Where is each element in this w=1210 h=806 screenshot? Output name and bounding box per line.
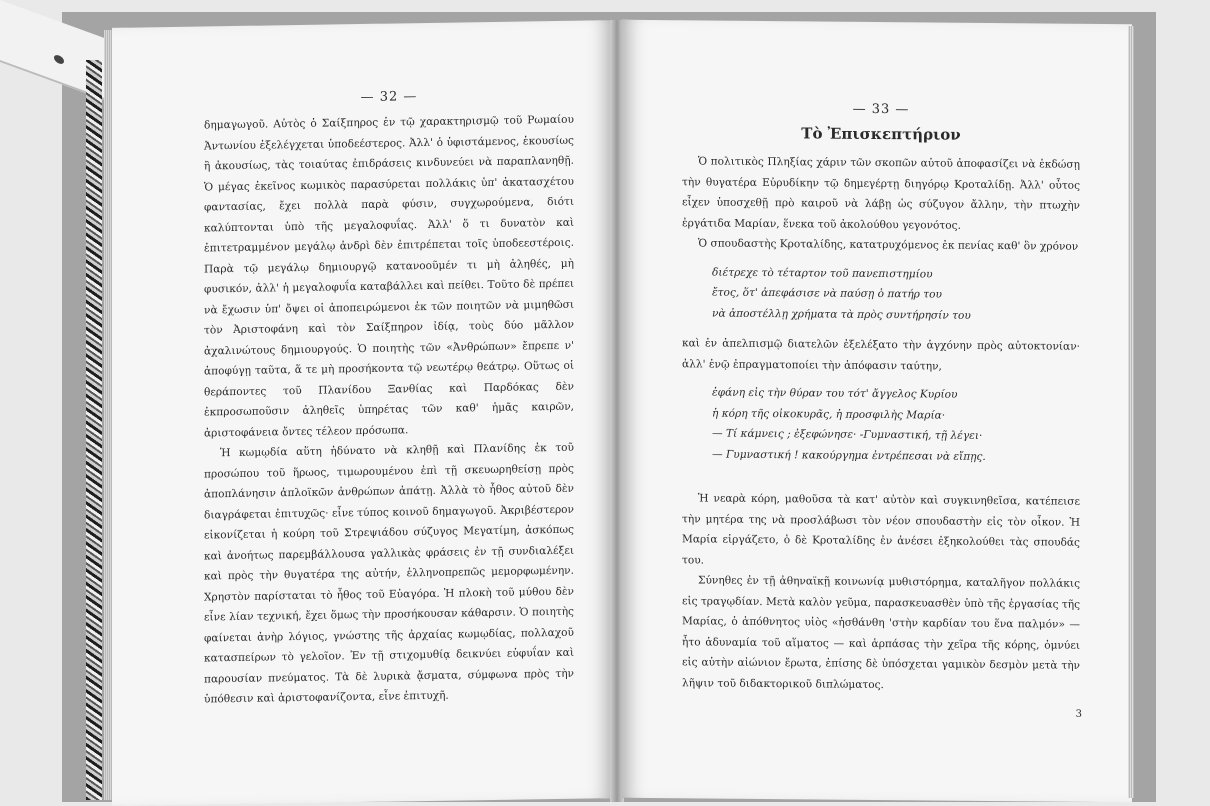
hole-icon bbox=[54, 54, 64, 66]
verse-quote bbox=[712, 262, 1080, 327]
marbled-edge bbox=[86, 60, 102, 800]
verse-quote bbox=[712, 383, 1080, 468]
verse-line: — Γυμναστική ! κακούργημα ἐντρέπεσαι νὰ εἴπῃς. bbox=[712, 448, 986, 463]
left-page bbox=[112, 20, 612, 806]
verse-line: διέτρεχε τὸ τέταρτον τοῦ πανεπιστημίου bbox=[712, 266, 933, 280]
paragraph: Ὁ πολιτικὸς Πληξίας χάριν τῶν σκοπῶν αὐτοῦ ἀποφασίζει νὰ ἐκδώσῃ τὴν θυγατέρα Εὐρυδίκην τῷ δημεγέρτῃ διηγόρῳ Κροταλίδῃ. Ἀλλ' οὗτος εἶχεν ὑποσχεθῇ πρὸ καιροῦ νὰ λάβῃ ὡς σύζυγον ἄλλην, τὴν πτωχὴν ἐργάτιδα Μαρίαν, ἕνεκα τοῦ ἀκολούθου γεγονότος. bbox=[682, 155, 1080, 232]
section-heading: Τὸ Ἐπισκεπτήριον bbox=[801, 124, 961, 144]
right-page-edges bbox=[1128, 26, 1134, 798]
paragraph: Ὁ σπουδαστὴς Κροταλίδης, κατατρυχόμενος ἐκ πενίας καθ' ὃν χρόνον bbox=[698, 237, 1079, 253]
right-page bbox=[622, 20, 1132, 802]
verse-line: ἐφάνη εἰς τὴν θύραν του τότ' ἄγγελος Κυρίου bbox=[712, 386, 958, 401]
page-number: — 32 — bbox=[360, 89, 418, 106]
verse-line: ἔτος, ὅτ' ἀπεφάσισε νὰ παύσῃ ὁ πατήρ του bbox=[712, 286, 942, 301]
paragraph: δημαγωγοῦ. Αὐτὸς ὁ Σαίξπηρος ἐν τῷ χαρακτηρισμῷ τοῦ Ρωμαίου Ἀντωνίου ἐξελέγχεται ὑποδεέστερος. Ἀλλ' ὁ ὑφιστάμενος, ἑκουσίως ἢ ἀκουσίως, τὰς τοιαύτας ἐπιδράσεις κινδυνεύει νὰ παραπλανηθῇ. Ὁ μέγας ἐκεῖνος κωμικὸς παρασύρεται πολλάκις ὑπ' ἀκατασχέτου φαντασίας, ἔχει πολλὰ παρὰ φύσιν, συγχωρούμενα, διότι καλύπτονται ὑπὸ τῆς μεγαλοφυΐας. Ἀλλ' ὅ τι δυνατὸν καὶ ἐπιτετραμμένον μεγάλῳ ἀνδρὶ δὲν ἐπιτρέπεται τοῖς ὑποδεεστέροις. Παρὰ τῷ μεγάλῳ δημιουργῷ κατανοοῦμέν τι μὴ ἀληθές, μὴ φυσικόν, ἀλλ' ἡ μεγαλοφυΐα καταβάλλει καὶ πείθει. Τοῦτο δὲ πρέπει νὰ ἔχωσιν ὑπ' ὄψει οἱ ἀποπειρώμενοι ἐκ τῶν ποιητῶν νὰ μιμηθῶσι τὸν Ἀριστοφάνη καὶ τὸν Σαίξπηρον ἰδίᾳ, τοὺς δύο μᾶλλον ἀχαλινώτους δημιουργούς. Ὁ ποιητὴς τῶν «Ἀνθρώπων» ἔπρεπε ν' ἀποφύγῃ ταῦτα, ἅ τε μὴ προσήκοντα τῷ νεωτέρῳ θεάτρῳ. Οὕτως οἱ θεράποντες τοῦ Πλανίδου Ξανθίας καὶ Παρδόκας δὲν ἐκπροσωποῦσιν ἀληθεῖς ὑπηρέτας τῶν καθ' ἡμᾶς καιρῶν, ἀριστοφάνεια ὄντες τέλεον πρόσωπα. bbox=[204, 113, 574, 439]
paragraph: Σύνηθες ἐν τῇ ἀθηναϊκῇ κοινωνίᾳ μυθιστόρημα, καταλῆγον πολλάκις εἰς τραγῳδίαν. Μετὰ καλὸν γεῦμα, παρασκευασθὲν ὑπὸ τῆς ἐργασίας τῆς Μαρίας, ὁ ἀπόθνητος υἱὸς «ἠσθάνθη 'στὴν καρδίαν του ἕνα παλμόν» — ἦτο ἀδυναμία τοῦ αἵματος — καὶ ἁρπάσας τὴν χεῖρα τῆς κόρης, ὀμνύει εἰς αὐτὴν αἰώνιον ἔρωτα, ἐπίσης δὲ ὑπόσχεται γαμικὸν δεσμὸν μετὰ τὴν λῆψιν τοῦ διδακτορικοῦ διπλώματος. bbox=[682, 574, 1081, 691]
verse-line: ἡ κόρη τῆς οἰκοκυρᾶς, ἡ προσφιλὴς Μαρία· bbox=[712, 407, 946, 422]
verse-line: νὰ ἀποστέλλῃ χρήματα τὰ πρὸς συντήρησίν του bbox=[712, 307, 971, 322]
verse-line: — Τί κάμνεις ; ἐξεφώνησε· -Γυμναστική, τῇ λέγει· bbox=[712, 427, 983, 442]
paragraph: Ἡ κωμῳδία αὕτη ἠδύνατο νὰ κληθῇ καὶ Πλανίδης ἐκ τοῦ προσώπου τοῦ ἥρωος, τιμωρουμένου ἐπὶ τῇ σκευωρηθείσῃ πρὸς ἀποπλάνησιν ἁπλοϊκῶν ἀνθρώπων ἀπάτῃ. Ἀλλὰ τὸ ἦθος αὐτοῦ δὲν διαγράφεται ἐπιτυχῶς· εἶνε τύπος κοινοῦ δημαγωγοῦ. Ἀκριβέστερον εἰκονίζεται ἡ κούρη τοῦ Στρεψιάδου σύζυγος Μεγατίμη, ἀσκόπως καὶ ἀνοήτως παρεμβάλλουσα γαλλικὰς φράσεις ἐν τῇ συνδιαλέξει καὶ πρὸς τὴν θυγατέρα της αὐτήν, ἑλληνοπρεπῶς μεμορφωμένην. Χρηστὸν παρίσταται τὸ ἦθος τοῦ Εὐαγόρα. Ἡ πλοκὴ τοῦ μύθου δὲν εἶνε λίαν τεχνική, ἔχει ὅμως τὴν προσήκουσαν κάθαρσιν. Ὁ ποιητὴς φαίνεται ἀνὴρ λόγιος, γνώστης τῆς ἀρχαίας κωμῳδίας, πολλαχοῦ κατασπείρων τὸ γελοῖον. Ἐν τῇ στιχομυθίᾳ δεικνύει εὐφυΐαν καὶ παρουσίαν πνεύματος. Τὰ δὲ λυρικὰ ᾄσματα, σύμφωνα πρὸς τὴν ὑπόθεσιν καὶ ἀριστοφανίζοντα, εἶνε ἐπιτυχῆ. bbox=[204, 441, 574, 706]
paragraph: καὶ ἐν ἀπελπισμῷ διατελῶν ἐξελέξατο τὴν ἀγχόνην πρὸς αὐτοκτονίαν· ἀλλ' ἐνῷ ἐπραγματοποίει τὴν ἀπόφασιν ταύτην, bbox=[682, 337, 1080, 373]
signature-mark: 3 bbox=[1075, 708, 1082, 720]
page-number: — 33 — bbox=[852, 101, 910, 118]
paragraph: Ἡ νεαρὰ κόρη, μαθοῦσα τὰ κατ' αὐτὸν καὶ συγκινηθεῖσα, κατέπεισε τὴν μητέρα της νὰ προσλάβωσι τὸν νέον σπουδαστὴν εἰς τὸν οἶκον. Ἡ Μαρία εἰργάζετο, ὁ δὲ Κροταλίδης ἐν ἀνέσει ἐξηκολούθει τὰς σπουδάς του. bbox=[682, 492, 1080, 566]
